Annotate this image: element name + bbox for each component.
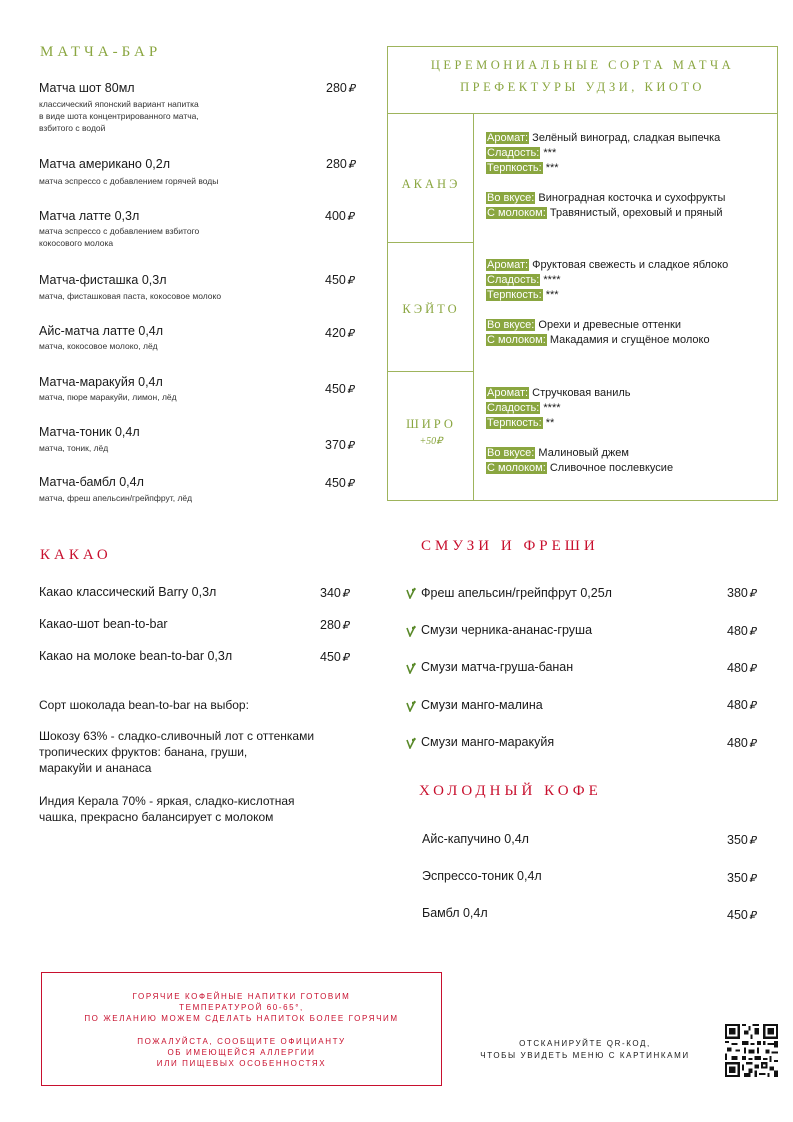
menu-item-price: 480₽ <box>727 698 756 712</box>
menu-item-description: матча эспрессо с добавлением взбитого кокосового молока <box>39 226 200 248</box>
qr-caption: ОТСКАНИРУЙТЕ QR-КОД, <box>519 1039 651 1048</box>
notice-text: ТЕМПЕРАТУРОЙ 60-65°, <box>179 1003 304 1012</box>
menu-item-name: Айс-капучино 0,4л <box>422 832 529 846</box>
menu-item-description: классический японский вариант напитка в виде шота концентрированного матча, взбитого с водой <box>39 99 199 133</box>
qr-caption: ЧТОБЫ УВИДЕТЬ МЕНЮ С КАРТИНКАМИ <box>480 1051 690 1060</box>
menu-item-name: Эспрессо-тоник 0,4л <box>422 869 542 883</box>
menu-item-price: 450₽ <box>325 476 354 490</box>
menu-item-name: Какао-шот bean-to-bar <box>39 617 168 631</box>
notice-text: ПОЖАЛУЙСТА, СООБЩИТЕ ОФИЦИАНТУ <box>137 1037 346 1046</box>
menu-item-price: 370₽ <box>325 438 354 452</box>
trait-taste: Во вкусе: Орехи и древесные оттенки <box>487 319 681 331</box>
notice-text: ПО ЖЕЛАНИЮ МОЖЕМ СДЕЛАТЬ НАПИТОК БОЛЕЕ ГОРЯЧИМ <box>84 1014 399 1023</box>
trait-milk: С молоком: Сливочное послевкусие <box>487 462 674 474</box>
ceremonial-table <box>387 46 778 501</box>
table-divider <box>388 242 474 243</box>
menu-item-price: 450₽ <box>320 650 349 664</box>
menu-item-name: Матча-фисташка 0,3л <box>39 273 167 287</box>
menu-item-name: Матча американо 0,2л <box>39 157 171 171</box>
menu-item-name: Какао на молоке bean-to-bar 0,3л <box>39 649 233 663</box>
leaf-icon <box>405 700 417 712</box>
menu-item-name: Матча-бамбл 0,4л <box>39 475 144 489</box>
menu-item-name: Матча латте 0,3л <box>39 209 140 223</box>
leaf-icon <box>405 737 417 749</box>
menu-item-name: Фреш апельсин/грейпфрут 0,25л <box>421 586 612 600</box>
trait-milk: С молоком: Макадамия и сгущёное молоко <box>487 334 710 346</box>
trait-sweetness: Сладость: *** <box>487 147 557 159</box>
menu-item-price: 450₽ <box>325 382 354 396</box>
trait-tartness: Терпкость: *** <box>487 289 559 301</box>
cocoa-title: КАКАО <box>40 547 112 563</box>
menu-item-name: Матча-тоник 0,4л <box>39 425 140 439</box>
sort-name: КЭЙТО <box>402 302 460 316</box>
sort-surcharge: +50₽ <box>419 436 443 447</box>
menu-item-price: 280₽ <box>326 81 355 95</box>
sort-name: ШИРО <box>406 417 456 431</box>
chocolate-option: Индия Керала 70% - яркая, сладко-кислотная чашка, прекрасно балансирует с молоком <box>39 794 295 824</box>
trait-tartness: Терпкость: ** <box>487 417 555 429</box>
menu-item-price: 480₽ <box>727 661 756 675</box>
trait-aroma: Аромат: Стручковая ваниль <box>487 387 631 399</box>
cold-coffee-title: ХОЛОДНЫЙ КОФЕ <box>419 783 602 799</box>
chocolate-option: Шокозу 63% - сладко-сливочный лот с оттенками тропических фруктов: банана, груши, маракуйи и ананаса <box>39 729 315 775</box>
menu-item-name: Айс-матча латте 0,4л <box>39 324 164 338</box>
menu-item-name: Какао классический Barry 0,3л <box>39 585 217 599</box>
menu-item-price: 350₽ <box>727 833 756 847</box>
leaf-icon <box>405 662 417 674</box>
menu-item-name: Матча шот 80мл <box>39 81 135 95</box>
menu-item-description: матча, фреш апельсин/грейпфрут, лёд <box>39 493 193 503</box>
ceremonial-title-line2: ПРЕФЕКТУРЫ УДЗИ, КИОТО <box>460 80 705 94</box>
menu-item-price: 480₽ <box>727 736 756 750</box>
trait-tartness: Терпкость: *** <box>487 162 559 174</box>
leaf-icon <box>405 625 417 637</box>
menu-item-description: матча, кокосовое молоко, лёд <box>39 341 158 351</box>
chocolate-choice-title: Сорт шоколада bean-to-bar на выбор: <box>39 698 249 712</box>
trait-taste: Во вкусе: Виноградная косточка и сухофрукты <box>487 192 726 204</box>
menu-item-name: Смузи манго-маракуйя <box>421 735 555 749</box>
menu-item-name: Смузи черника-ананас-груша <box>421 623 593 637</box>
notice-text: ГОРЯЧИЕ КОФЕЙНЫЕ НАПИТКИ ГОТОВИМ <box>132 992 351 1001</box>
menu-item-price: 380₽ <box>727 586 756 600</box>
matcha-bar-title: МАТЧА-БАР <box>40 44 162 60</box>
notice-box <box>41 972 442 1086</box>
table-divider <box>388 371 474 372</box>
menu-item-description: матча, фисташковая паста, кокосовое молоко <box>39 291 222 301</box>
trait-taste: Во вкусе: Малиновый джем <box>487 447 629 459</box>
ceremonial-title-line1: ЦЕРЕМОНИАЛЬНЫЕ СОРТА МАТЧА <box>430 58 735 72</box>
sort-name: АКАНЭ <box>401 177 461 191</box>
trait-aroma: Аромат: Фруктовая свежесть и сладкое яблоко <box>487 259 729 271</box>
menu-item-price: 450₽ <box>325 273 354 287</box>
qr-code-icon[interactable] <box>725 1024 778 1077</box>
menu-item-name: Бамбл 0,4л <box>422 906 488 920</box>
menu-item-name: Смузи матча-груша-банан <box>421 660 574 674</box>
trait-sweetness: Сладость: **** <box>487 274 561 286</box>
menu-item-description: матча, тоник, лёд <box>39 443 109 453</box>
menu-item-description: матча эспрессо с добавлением горячей воды <box>39 176 219 186</box>
menu-item-price: 420₽ <box>325 326 354 340</box>
menu-item-price: 480₽ <box>727 624 756 638</box>
menu-item-price: 450₽ <box>727 908 756 922</box>
leaf-icon <box>405 587 417 599</box>
menu-item-name: Смузи манго-малина <box>421 698 543 712</box>
menu-item-price: 350₽ <box>727 871 756 885</box>
table-divider <box>388 113 777 114</box>
trait-milk: С молоком: Травянистый, ореховый и пряный <box>487 207 723 219</box>
smoothies-title: СМУЗИ И ФРЕШИ <box>421 538 599 554</box>
menu-item-price: 400₽ <box>325 209 354 223</box>
menu-item-description: матча, пюре маракуйи, лимон, лёд <box>39 392 177 402</box>
notice-text: ИЛИ ПИЩЕВЫХ ОСОБЕННОСТЯХ <box>156 1059 327 1068</box>
trait-sweetness: Сладость: **** <box>487 402 561 414</box>
menu-item-price: 280₽ <box>320 618 349 632</box>
trait-aroma: Аромат: Зелёный виноград, сладкая выпечка <box>487 132 721 144</box>
menu-item-price: 340₽ <box>320 586 349 600</box>
menu-item-name: Матча-маракуйя 0,4л <box>39 375 163 389</box>
notice-text: ОБ ИМЕЮЩЕЙСЯ АЛЛЕРГИИ <box>167 1048 316 1057</box>
menu-item-price: 280₽ <box>326 157 355 171</box>
